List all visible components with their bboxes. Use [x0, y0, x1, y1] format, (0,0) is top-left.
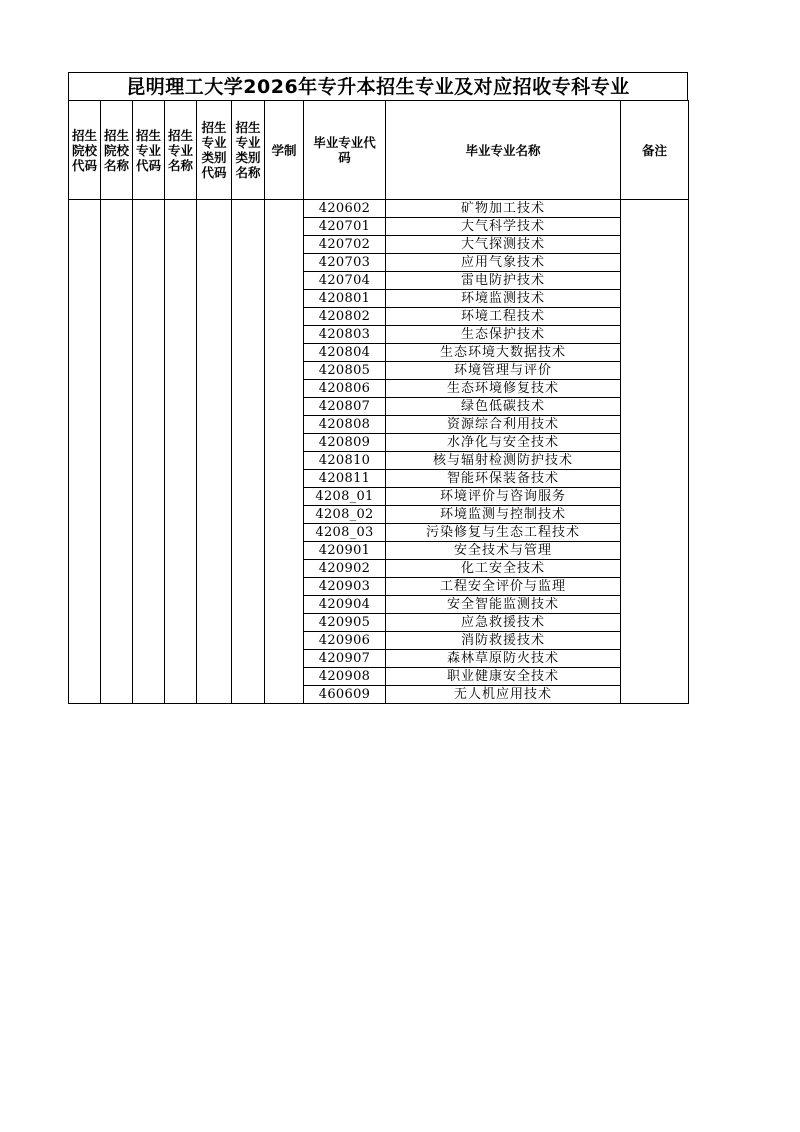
grad-major-name: 环境管理与评价 [386, 362, 621, 380]
duration-cell [265, 200, 304, 704]
grad-major-name: 安全智能监测技术 [386, 596, 621, 614]
grad-major-name: 智能环保装备技术 [386, 470, 621, 488]
grad-major-name: 水净化与安全技术 [386, 434, 621, 452]
grad-major-code: 460609 [304, 686, 386, 704]
grad-major-name: 安全技术与管理 [386, 542, 621, 560]
grad-major-name: 生态环境大数据技术 [386, 344, 621, 362]
grad-major-name: 应急救援技术 [386, 614, 621, 632]
grad-major-name: 绿色低碳技术 [386, 398, 621, 416]
grad-major-code: 420804 [304, 344, 386, 362]
grad-major-code: 420811 [304, 470, 386, 488]
grad-major-code: 420904 [304, 596, 386, 614]
grad-major-code: 420806 [304, 380, 386, 398]
grad-major-code: 420908 [304, 668, 386, 686]
school-name-cell [101, 200, 133, 704]
grad-major-code: 4208_01 [304, 488, 386, 506]
header-category-name: 招生专业类别名称 [232, 101, 265, 200]
grad-major-name: 森林草原防火技术 [386, 650, 621, 668]
header-duration: 学制 [265, 101, 304, 200]
grad-major-code: 420805 [304, 362, 386, 380]
enrollment-table [68, 100, 689, 704]
grad-major-code: 420704 [304, 272, 386, 290]
grad-major-name: 生态环境修复技术 [386, 380, 621, 398]
grad-major-name: 环境监测与控制技术 [386, 506, 621, 524]
grad-major-name: 化工安全技术 [386, 560, 621, 578]
header-grad-name: 毕业专业名称 [386, 101, 621, 200]
document [68, 72, 688, 704]
grad-major-code: 420803 [304, 326, 386, 344]
grad-major-name: 环境工程技术 [386, 308, 621, 326]
grad-major-code: 420802 [304, 308, 386, 326]
grad-major-name: 核与辐射检测防护技术 [386, 452, 621, 470]
major-code-cell [133, 200, 165, 704]
header-major-name: 招生专业名称 [165, 101, 197, 200]
grad-major-code: 420903 [304, 578, 386, 596]
remarks-cell [621, 200, 689, 704]
header-category-code: 招生专业类别代码 [197, 101, 232, 200]
table-body [69, 200, 689, 704]
document-title: 昆明理工大学2026年专升本招生专业及对应招收专科专业 [68, 72, 688, 100]
grad-major-code: 420809 [304, 434, 386, 452]
header-major-code: 招生专业代码 [133, 101, 165, 200]
header-school-name: 招生院校名称 [101, 101, 133, 200]
grad-major-code: 420810 [304, 452, 386, 470]
category-code-cell [197, 200, 232, 704]
table-row [69, 200, 689, 218]
grad-major-name: 生态保护技术 [386, 326, 621, 344]
header-row [69, 101, 689, 200]
school-code-cell [69, 200, 101, 704]
header-remarks: 备注 [621, 101, 689, 200]
grad-major-name: 资源综合利用技术 [386, 416, 621, 434]
grad-major-code: 420801 [304, 290, 386, 308]
grad-major-name: 矿物加工技术 [386, 200, 621, 218]
grad-major-code: 420807 [304, 398, 386, 416]
grad-major-name: 环境监测技术 [386, 290, 621, 308]
grad-major-code: 420907 [304, 650, 386, 668]
header-school-code: 招生院校代码 [69, 101, 101, 200]
grad-major-name: 应用气象技术 [386, 254, 621, 272]
grad-major-name: 消防救援技术 [386, 632, 621, 650]
category-name-cell [232, 200, 265, 704]
grad-major-code: 420602 [304, 200, 386, 218]
grad-major-name: 雷电防护技术 [386, 272, 621, 290]
grad-major-name: 工程安全评价与监理 [386, 578, 621, 596]
grad-major-name: 污染修复与生态工程技术 [386, 524, 621, 542]
grad-major-code: 420906 [304, 632, 386, 650]
grad-major-code: 420701 [304, 218, 386, 236]
grad-major-code: 4208_03 [304, 524, 386, 542]
grad-major-code: 420808 [304, 416, 386, 434]
grad-major-code: 420901 [304, 542, 386, 560]
grad-major-name: 无人机应用技术 [386, 686, 621, 704]
grad-major-code: 420702 [304, 236, 386, 254]
grad-major-code: 420902 [304, 560, 386, 578]
major-name-cell [165, 200, 197, 704]
grad-major-code: 4208_02 [304, 506, 386, 524]
grad-major-name: 大气探测技术 [386, 236, 621, 254]
grad-major-code: 420703 [304, 254, 386, 272]
grad-major-name: 大气科学技术 [386, 218, 621, 236]
grad-major-name: 环境评价与咨询服务 [386, 488, 621, 506]
header-grad-code: 毕业专业代码 [304, 101, 386, 200]
grad-major-name: 职业健康安全技术 [386, 668, 621, 686]
grad-major-code: 420905 [304, 614, 386, 632]
